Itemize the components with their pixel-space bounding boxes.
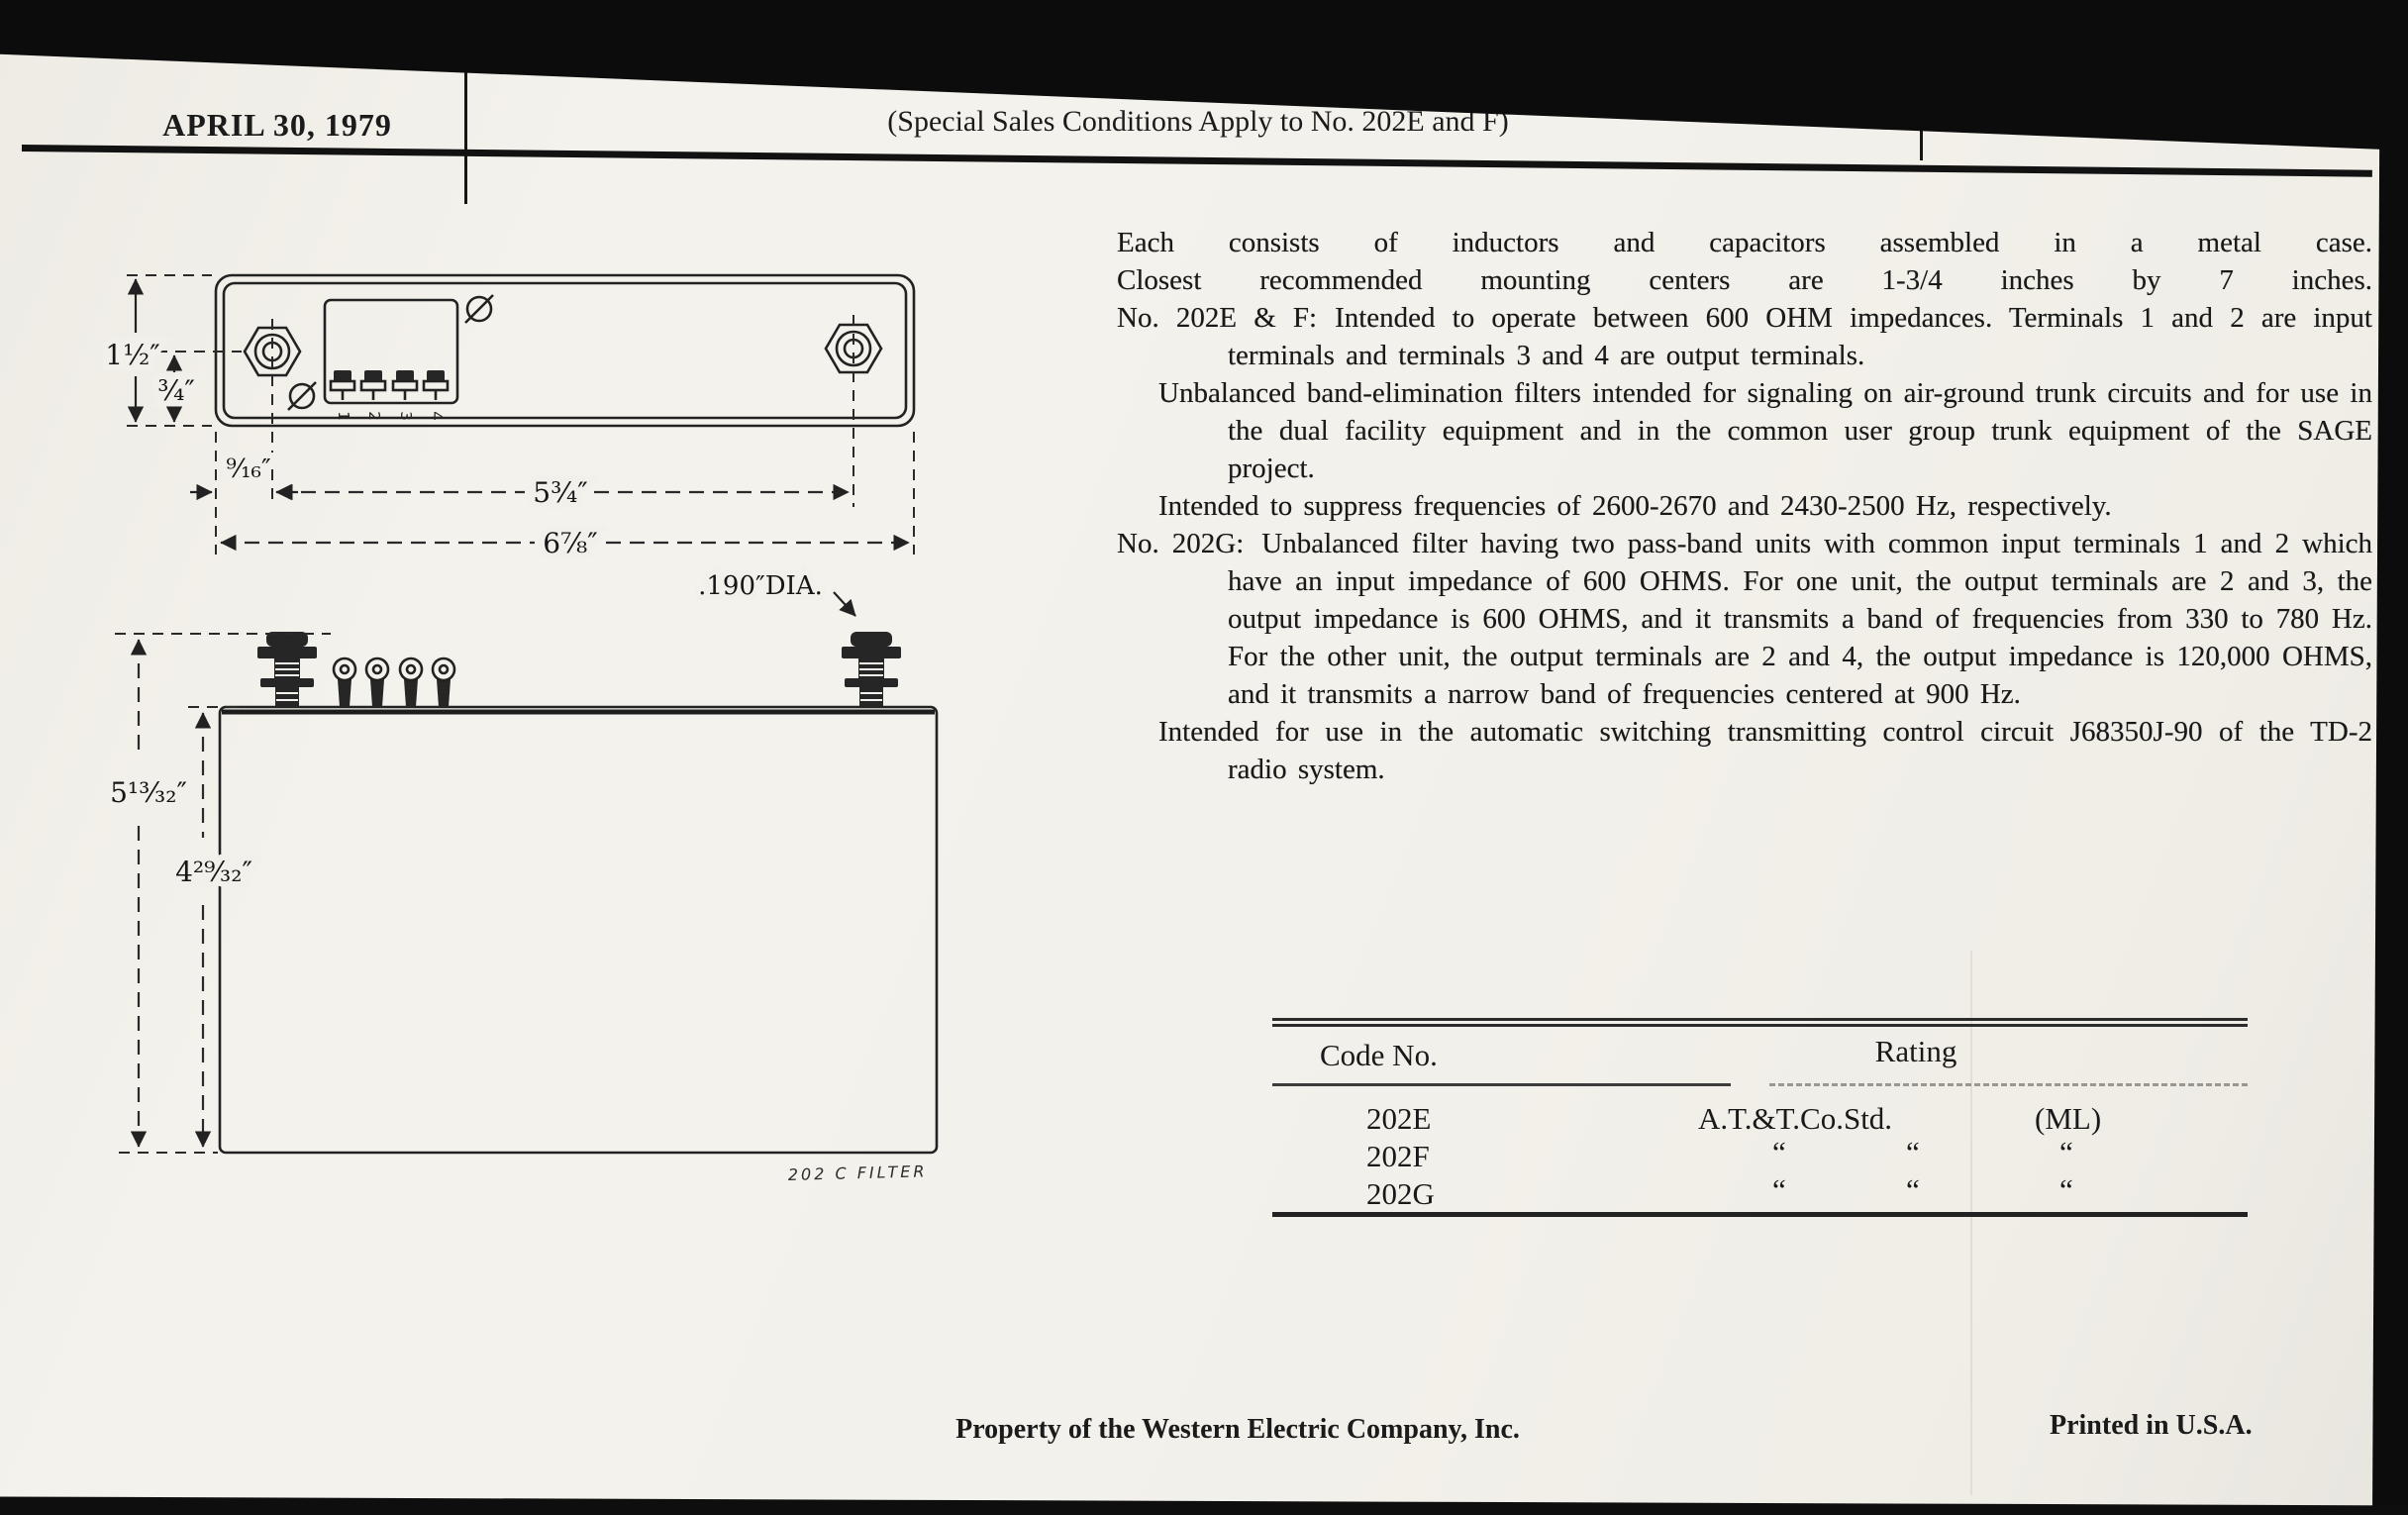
property-notice: Property of the Western Electric Company, Inc. [955, 1414, 1520, 1445]
table-row-code: 202F [1366, 1139, 1430, 1173]
table-row-code: 202E [1366, 1101, 1432, 1136]
dim-overall-height-front: 5¹³⁄₃₂″ [110, 776, 187, 809]
paragraph-label: No. 202G: [1117, 528, 1245, 559]
table-row-rating: A.T.&T.Co.Std. [1698, 1101, 1893, 1136]
table-top-rule [1272, 1018, 2248, 1021]
terminal-number-4: 4 [428, 411, 446, 421]
case-outline-front-view [220, 707, 937, 1153]
paragraph-202g [1117, 525, 2372, 713]
paragraph-text: Unbalanced filter having two pass-band units with common input terminals 1 and 2 which have an input impedance of 600 OHMS. For one unit, the output terminals are 2 and 3, the output impedance is 600 OHMS, and it transmits a band of frequencies from 330 to 780 Hz. For the other unit, the output terminals are 2 and 4, the output impedance is 120,000 OHMS, and it transmits a narrow band of frequencies centered at 900 Hz. [1228, 528, 2372, 710]
ditto-mark: “ [1906, 1172, 1920, 1207]
terminal-lugs-front [334, 658, 454, 707]
terminal-number-3: 3 [397, 411, 415, 421]
issue-date: APRIL 30, 1979 [162, 107, 392, 143]
dim-overall-width: 6⅞″ [543, 527, 598, 559]
column-header-code-no: Code No. [1320, 1038, 1438, 1072]
dim-edge-to-stud: ⁹⁄₁₆″ [226, 454, 271, 484]
top-view-drawing [105, 275, 914, 559]
ditto-mark: “ [1772, 1172, 1786, 1207]
column-header-rating: Rating [1874, 1034, 1957, 1068]
terminal-number-1: 1 [335, 411, 352, 421]
description-column [1117, 224, 2372, 788]
paragraph-text: Intended to operate between 600 OHM impedances. Terminals 1 and 2 are input terminals and terminals 3 and 4 are output terminals. [1228, 302, 2372, 371]
left-mounting-stud [245, 328, 300, 375]
ditto-mark: “ [1906, 1135, 1920, 1169]
header-underline [1272, 1083, 1731, 1086]
dim-stud-spacing: 5¾″ [533, 476, 588, 509]
ditto-mark: “ [1772, 1135, 1786, 1169]
left-mounting-stud-front [257, 632, 317, 707]
drawing-caption: 202 C FILTER [787, 1162, 928, 1184]
dim-case-height-front: 4²⁹⁄₃₂″ [175, 856, 252, 888]
paragraph-202e-f [1117, 299, 2372, 374]
table-bottom-rule [1272, 1212, 2248, 1217]
screw-icon [288, 382, 316, 410]
terminal-number-2: 2 [365, 411, 383, 421]
dim-stud-to-bottom: ¾″ [157, 374, 195, 407]
terminal-block [325, 300, 457, 421]
dim-stud-diameter: .190″DIA. [698, 571, 823, 601]
screw-icon [465, 295, 493, 323]
paragraph: Intended for use in the automatic switching transmitting control circuit J68350J-90 of the TD-2 radio system. [1158, 716, 2372, 785]
case-outline-top-view [216, 275, 914, 426]
terminal-lugs [331, 370, 448, 400]
right-mounting-stud [826, 325, 881, 372]
printed-in-usa: Printed in U.S.A. [2050, 1410, 2253, 1441]
header-underline-dashed [1769, 1083, 2248, 1086]
paragraph-label: No. 202E & F: [1117, 302, 1318, 334]
table-row-code: 202G [1366, 1176, 1435, 1211]
page-subtitle: (Special Sales Conditions Apply to No. 202E and F) [887, 105, 1509, 138]
ditto-mark: “ [2059, 1135, 2073, 1169]
paragraph: Closest recommended mounting centers are 1-3/4 inches by 7 inches. [1117, 264, 2372, 296]
front-view-drawing [110, 571, 937, 1184]
paragraph: Unbalanced band-elimination filters intended for signaling on air-ground trunk circuits and for use in the dual facility equipment and in the common user group trunk equipment of the SAGE project. [1158, 377, 2372, 484]
paragraph: Each consists of inductors and capacitors assembled in a metal case. [1117, 227, 2372, 258]
right-mounting-stud-front [842, 632, 901, 707]
ditto-mark: “ [2059, 1172, 2073, 1207]
paragraph: Intended to suppress frequencies of 2600-2670 and 2430-2500 Hz, respectively. [1158, 490, 2112, 522]
table-row-rating-suffix: (ML) [2035, 1101, 2102, 1136]
header-divider-left [464, 57, 467, 204]
dim-overall-height-top: 1½″ [105, 339, 160, 371]
